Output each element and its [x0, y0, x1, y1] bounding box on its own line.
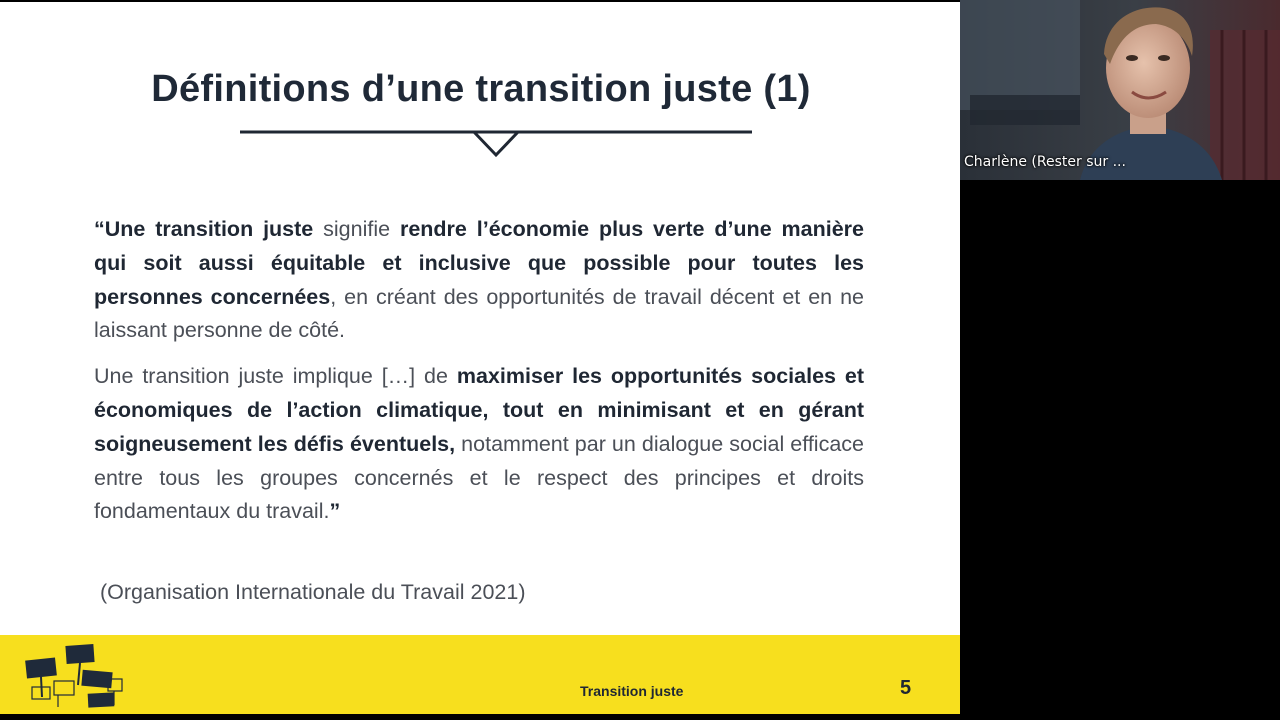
- quote-paragraph-1: [94, 213, 864, 348]
- slide-title: Définitions d’une transition juste (1): [151, 68, 811, 110]
- title-divider: [240, 124, 752, 160]
- text-segment: Une transition juste implique […] de: [94, 364, 457, 389]
- text-segment: , en créant des opportunités de travail décent et en ne laissant personne de côté.: [94, 284, 864, 343]
- presentation-slide: [0, 2, 960, 714]
- slide-footer: [0, 635, 960, 714]
- bottom-bar: [0, 714, 1280, 720]
- page-number: 5: [900, 677, 912, 699]
- protest-signs-logo-icon: [18, 641, 128, 711]
- quote-paragraph-2: [94, 360, 864, 529]
- participant-name-label: Charlène (Rester sur ...: [964, 154, 1126, 170]
- bold-text-segment: ”: [329, 499, 341, 524]
- citation: (Organisation Internationale du Travail 2021): [100, 580, 526, 604]
- bold-text-segment: maximiser les opportunités sociales et économiques de l’action climatique, tout en minimisant et en gérant soigneusement les défis éventuels,: [94, 364, 865, 456]
- bold-text-segment: “Une transition juste: [94, 217, 314, 241]
- text-segment: notamment par un dialogue social efficace entre tous les groupes concernés et le respect des principes et droits fondamentaux du travail.: [94, 431, 864, 524]
- participant-video-feed: [960, 0, 1280, 180]
- footer-label: Transition juste: [580, 683, 684, 699]
- text-segment: signifie: [313, 217, 400, 241]
- bold-text-segment: rendre l’économie plus verte d’une manière qui soit aussi équitable et inclusive que possible pour toutes les personnes concernées: [94, 217, 864, 309]
- participant-video-tile[interactable]: [960, 0, 1280, 180]
- quote-text: [94, 213, 864, 529]
